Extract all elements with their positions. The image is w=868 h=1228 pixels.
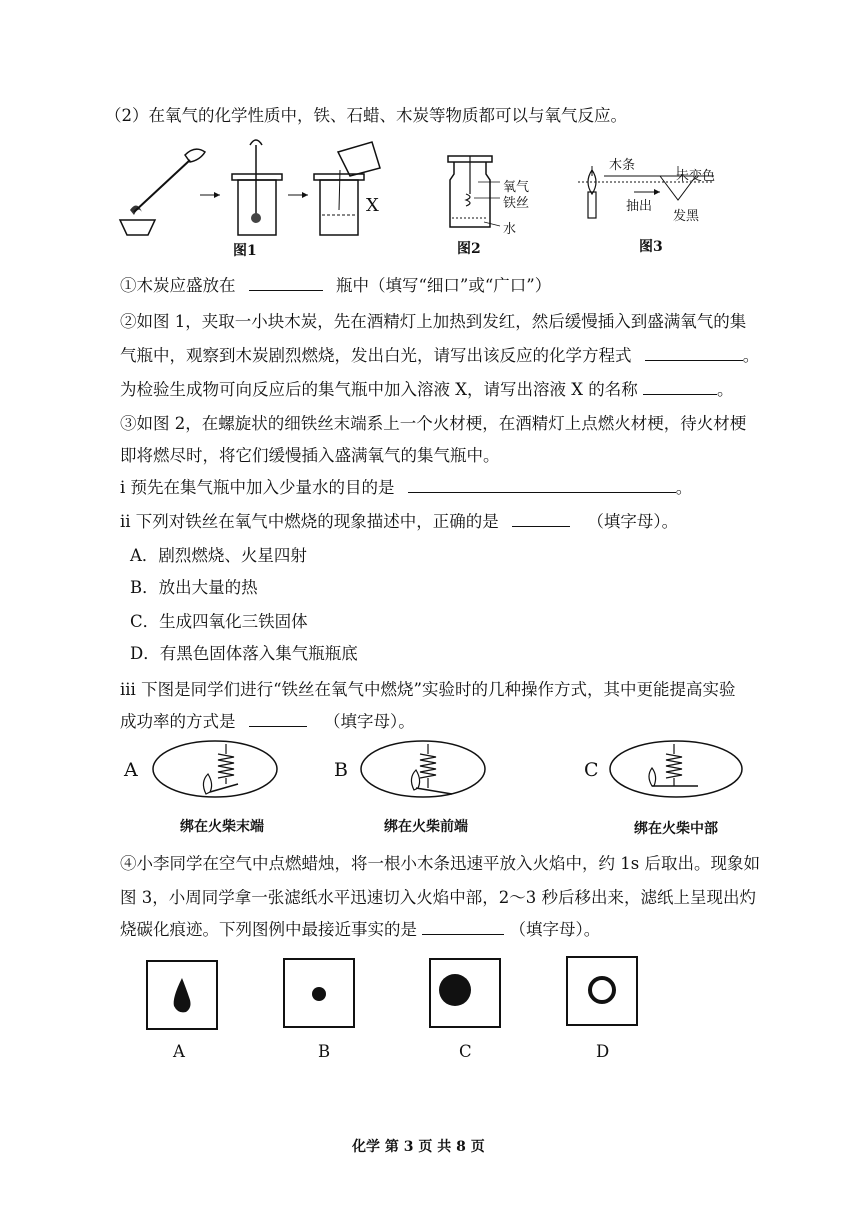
q3-line-2: 即将燃尽时，将它们缓慢插入盛满氧气的集气瓶中。 — [120, 446, 500, 465]
q2-line-2: 气瓶中，观察到木炭剧烈燃烧，发出白光，请写出该反应的化学方程式 。 — [120, 346, 760, 365]
wire-fig-c — [606, 738, 746, 802]
q3-iii-answer-blank[interactable] — [249, 712, 307, 727]
figure-1-illustration — [110, 140, 410, 250]
fig3-label-black: 发黑 — [673, 209, 700, 224]
q2-line-3: 为检验生成物可向反应后的集气瓶中加入溶液 X，请写出溶液 X 的名称 。 — [120, 380, 734, 399]
q3-option-b: B．放出大量的热 — [130, 578, 258, 597]
filter-paper-a-label: A — [173, 1042, 185, 1061]
q3-option-a: A．剧烈燃烧、火星四射 — [130, 546, 307, 565]
wire-fig-c-caption: 绑在火柴中部 — [634, 821, 718, 837]
figure-2-illustration — [444, 152, 504, 232]
wire-fig-a-letter: A — [124, 759, 138, 781]
wire-fig-a — [150, 738, 280, 802]
figure-3-illustration — [574, 152, 724, 232]
q3-sub-ii-text: ii 下列对铁丝在氧气中燃烧的现象描述中，正确的是 — [120, 512, 499, 531]
fig3-label-pull: 抽出 — [626, 199, 653, 214]
q3-option-d: D．有黑色固体落入集气瓶瓶底 — [130, 644, 358, 663]
fig1-x-label: X — [366, 195, 379, 216]
wire-fig-c-letter: C — [584, 759, 599, 781]
wire-fig-a-caption: 绑在火柴末端 — [180, 819, 264, 835]
wire-fig-b-caption: 绑在火柴前端 — [384, 819, 468, 835]
q4-line-3 — [120, 920, 600, 940]
question-1 — [120, 276, 551, 296]
q3-sub-iii-text: 成功率的方式是 — [120, 712, 236, 731]
page-footer: 化学 第 3 页 共 8 页 — [352, 1139, 485, 1155]
fig2-caption: 图2 — [457, 241, 481, 257]
filter-paper-b — [283, 958, 355, 1028]
fig2-label-iron-wire: 铁丝 — [503, 196, 530, 211]
q3-i-answer-blank[interactable] — [408, 478, 676, 493]
q2-equation-blank[interactable] — [645, 346, 743, 361]
q3-line-1: ③如图 2，在螺旋状的细铁丝末端系上一个火材梗，在酒精灯上点燃火材梗，待火材梗 — [120, 414, 747, 433]
filter-paper-b-label: B — [318, 1042, 331, 1061]
fig3-label-unchanged: 未变色 — [676, 169, 716, 184]
fig2-label-oxygen: 氧气 — [503, 180, 530, 195]
fig1-caption: 图1 — [233, 243, 257, 259]
q3-sub-ii — [120, 512, 678, 532]
filter-paper-d — [566, 956, 638, 1026]
q3-sub-iii-line-1: iii 下图是同学们进行“铁丝在氧气中燃烧”实验时的几种操作方式，其中更能提高实验 — [120, 680, 736, 699]
q3-ii-answer-blank[interactable] — [512, 512, 570, 527]
filter-paper-a — [146, 960, 218, 1030]
q3-option-c: C．生成四氧化三铁固体 — [130, 612, 308, 631]
q4-line-2: 图 3，小周同学拿一张滤纸水平迅速切入火焰中部，2～3 秒后移出来，滤纸上呈现出灼 — [120, 888, 756, 907]
fig3-caption: 图3 — [639, 239, 663, 255]
q2-line-2-text: 气瓶中，观察到木炭剧烈燃烧，发出白光，请写出该反应的化学方程式 — [120, 346, 632, 365]
q1-answer-blank[interactable] — [249, 276, 323, 291]
filter-paper-d-label: D — [596, 1042, 610, 1061]
q1-text-after: 瓶中（填写“细口”或“广口”） — [336, 276, 552, 295]
q4-line-3-after: （填字母）。 — [509, 920, 601, 939]
filter-paper-c — [429, 958, 501, 1028]
q3-sub-ii-after: （填字母）。 — [587, 512, 679, 531]
q2-line-1: ②如图 1，夹取一小块木炭，先在酒精灯上加热到发红，然后缓慢插入到盛满氧气的集 — [120, 312, 747, 331]
wire-fig-b — [358, 738, 488, 802]
q4-answer-blank[interactable] — [422, 920, 504, 935]
q2-line-3-text: 为检验生成物可向反应后的集气瓶中加入溶液 X，请写出溶液 X 的名称 — [120, 380, 638, 399]
q3-sub-i-text: i 预先在集气瓶中加入少量水的目的是 — [120, 478, 395, 497]
part2-intro: （2）在氧气的化学性质中，铁、石蜡、木炭等物质都可以与氧气反应。 — [105, 106, 627, 125]
fig2-label-water: 水 — [503, 222, 517, 237]
q4-line-3-text: 烧碳化痕迹。下列图例中最接近事实的是 — [120, 920, 417, 939]
q2-solution-x-blank[interactable] — [643, 380, 717, 395]
q3-sub-i: i 预先在集气瓶中加入少量水的目的是 。 — [120, 478, 693, 497]
q4-line-1: ④小李同学在空气中点燃蜡烛，将一根小木条迅速平放入火焰中，约 1s 后取出。现象如 — [120, 854, 760, 873]
q3-sub-iii-line-2 — [120, 712, 415, 732]
q1-text-before: ①木炭应盛放在 — [120, 276, 236, 295]
wire-fig-b-letter: B — [334, 759, 348, 781]
fig3-label-stick: 木条 — [609, 158, 636, 173]
q3-sub-iii-after: （填字母）。 — [324, 712, 415, 731]
filter-paper-c-label: C — [459, 1042, 472, 1061]
